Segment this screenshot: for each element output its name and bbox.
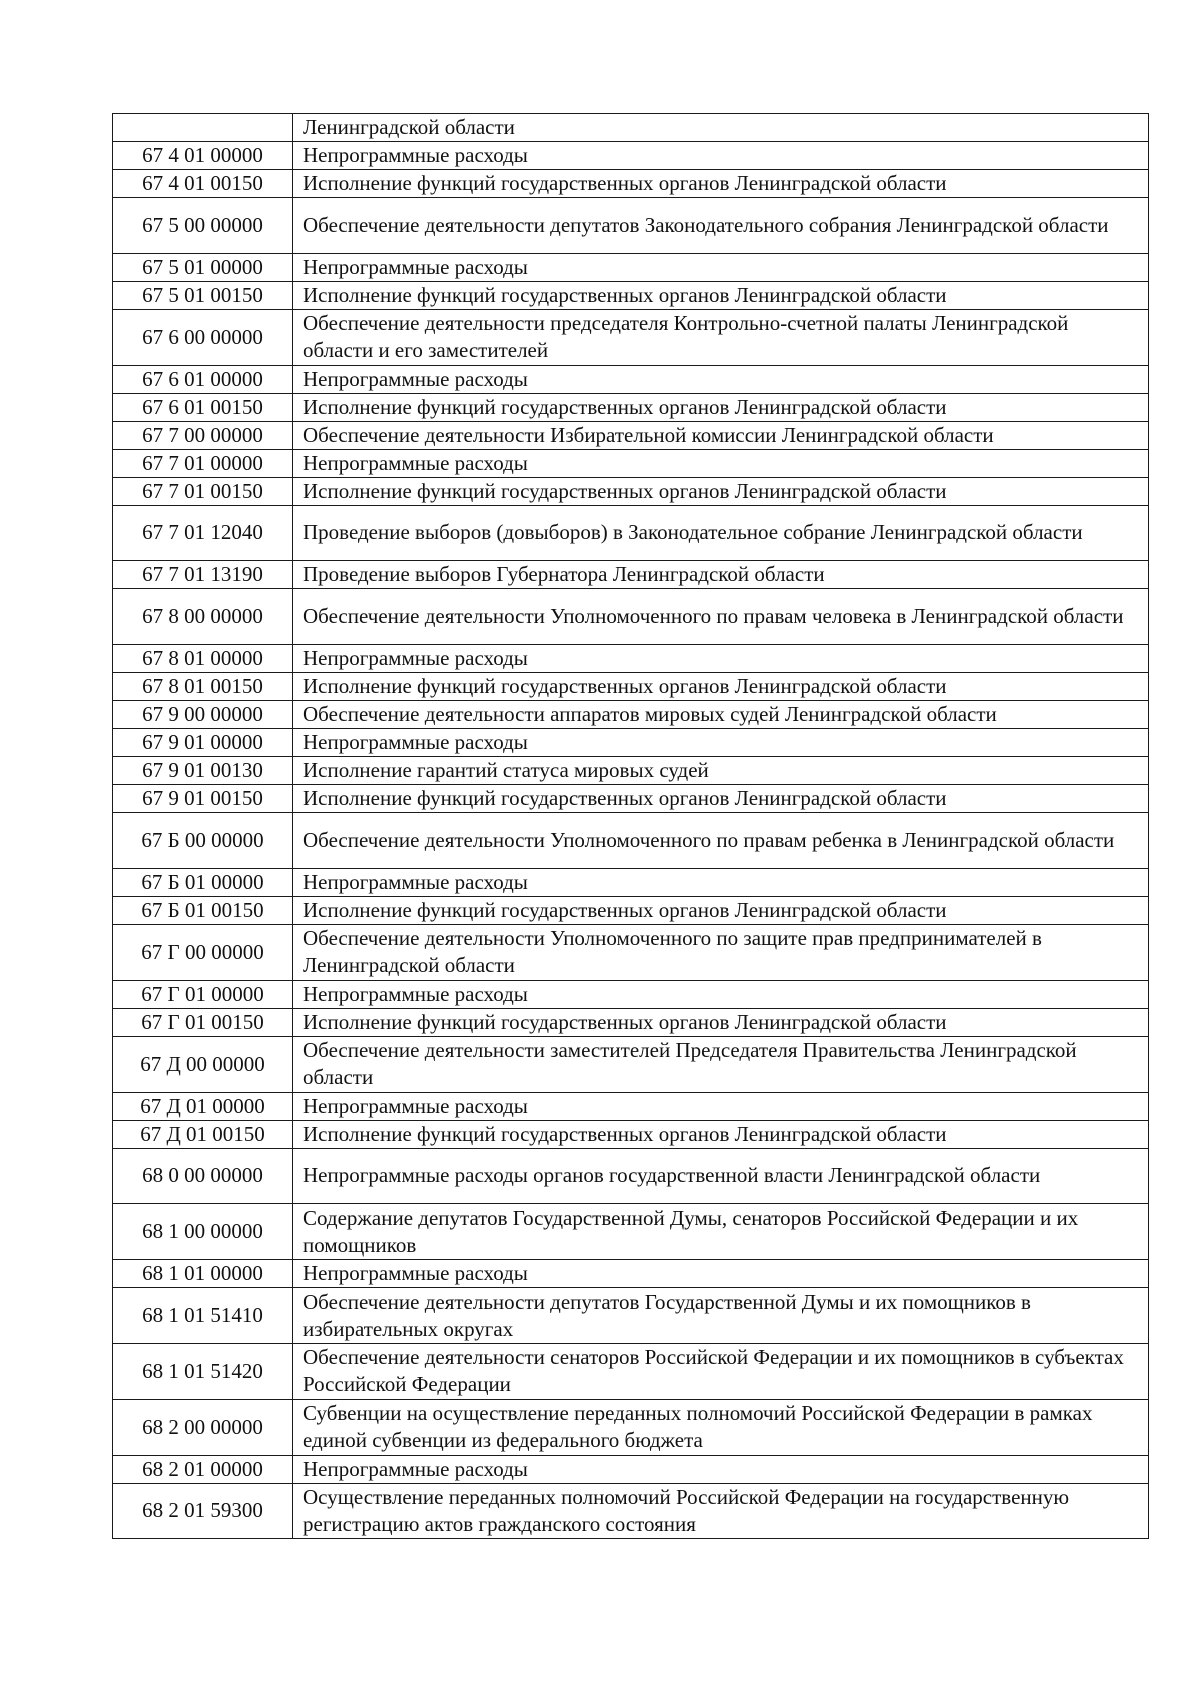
row-name-cell: Непрограммные расходы	[293, 449, 1149, 477]
row-code-cell: 68 0 00 00000	[113, 1148, 293, 1204]
row-code-cell: 67 7 00 00000	[113, 421, 293, 449]
table-row	[113, 1399, 1149, 1455]
row-name-cell: Обеспечение деятельности аппаратов мировых судей Ленинградской области	[293, 701, 1149, 729]
table-row	[113, 281, 1149, 309]
row-name-cell: Субвенции на осуществление переданных полномочий Российской Федерации в рамках единой субвенции из федерального бюджета	[293, 1399, 1149, 1455]
row-code-cell: 68 1 01 51410	[113, 1288, 293, 1344]
row-code-cell: 67 Д 01 00150	[113, 1120, 293, 1148]
row-code-cell: 67 5 01 00000	[113, 253, 293, 281]
table-row	[113, 198, 1149, 254]
table-row	[113, 421, 1149, 449]
row-name-cell: Исполнение функций государственных органов Ленинградской области	[293, 1120, 1149, 1148]
table-row	[113, 1148, 1149, 1204]
row-code-cell: 67 6 00 00000	[113, 309, 293, 365]
table-row	[113, 561, 1149, 589]
row-name-cell: Исполнение функций государственных органов Ленинградской области	[293, 785, 1149, 813]
table-row	[113, 757, 1149, 785]
row-name-cell: Обеспечение деятельности заместителей Председателя Правительства Ленинградской области	[293, 1036, 1149, 1092]
row-name-cell: Непрограммные расходы	[293, 868, 1149, 896]
table-row	[113, 1204, 1149, 1260]
table-row	[113, 1455, 1149, 1483]
row-code-cell: 68 1 01 51420	[113, 1343, 293, 1399]
row-code-cell: 68 2 01 00000	[113, 1455, 293, 1483]
row-code-cell: 67 8 01 00150	[113, 673, 293, 701]
row-code-cell: 67 Д 01 00000	[113, 1092, 293, 1120]
row-code-cell: 67 9 01 00130	[113, 757, 293, 785]
table-row	[113, 449, 1149, 477]
row-code-cell: 67 7 01 12040	[113, 505, 293, 561]
table-row	[113, 1260, 1149, 1288]
table-row	[113, 477, 1149, 505]
row-code-cell: 67 6 01 00150	[113, 393, 293, 421]
row-code-cell: 67 9 01 00150	[113, 785, 293, 813]
row-name-cell: Обеспечение деятельности депутатов Законодательного собрания Ленинградской области	[293, 198, 1149, 254]
table-row	[113, 170, 1149, 198]
table-row	[113, 142, 1149, 170]
row-code-cell: 67 8 00 00000	[113, 589, 293, 645]
row-name-cell: Исполнение гарантий статуса мировых судей	[293, 757, 1149, 785]
row-name-cell: Непрограммные расходы	[293, 253, 1149, 281]
row-code-cell	[113, 114, 293, 142]
table-row	[113, 393, 1149, 421]
row-code-cell: 67 Г 00 00000	[113, 924, 293, 980]
table-row	[113, 589, 1149, 645]
row-name-cell: Обеспечение деятельности председателя Контрольно-счетной палаты Ленинградской области и его заместителей	[293, 309, 1149, 365]
row-name-cell: Непрограммные расходы	[293, 1260, 1149, 1288]
row-name-cell: Исполнение функций государственных органов Ленинградской области	[293, 170, 1149, 198]
row-code-cell: 67 Г 01 00150	[113, 1008, 293, 1036]
row-code-cell: 68 2 01 59300	[113, 1483, 293, 1539]
row-name-cell: Непрограммные расходы	[293, 729, 1149, 757]
table-row	[113, 924, 1149, 980]
row-code-cell: 67 Б 01 00150	[113, 896, 293, 924]
table-row	[113, 980, 1149, 1008]
table-row	[113, 1120, 1149, 1148]
row-name-cell: Содержание депутатов Государственной Думы, сенаторов Российской Федерации и их помощников	[293, 1204, 1149, 1260]
row-name-cell: Непрограммные расходы	[293, 365, 1149, 393]
table-row	[113, 114, 1149, 142]
row-code-cell: 68 2 00 00000	[113, 1399, 293, 1455]
table-row	[113, 1008, 1149, 1036]
row-name-cell: Непрограммные расходы	[293, 1455, 1149, 1483]
row-code-cell: 67 Д 00 00000	[113, 1036, 293, 1092]
row-name-cell: Непрограммные расходы	[293, 645, 1149, 673]
row-name-cell: Ленинградской области	[293, 114, 1149, 142]
row-name-cell: Исполнение функций государственных органов Ленинградской области	[293, 281, 1149, 309]
row-name-cell: Исполнение функций государственных органов Ленинградской области	[293, 1008, 1149, 1036]
row-code-cell: 68 1 01 00000	[113, 1260, 293, 1288]
row-name-cell: Исполнение функций государственных органов Ленинградской области	[293, 896, 1149, 924]
table-row	[113, 1036, 1149, 1092]
row-name-cell: Обеспечение деятельности Избирательной комиссии Ленинградской области	[293, 421, 1149, 449]
row-name-cell: Проведение выборов (довыборов) в Законодательное собрание Ленинградской области	[293, 505, 1149, 561]
row-name-cell: Непрограммные расходы	[293, 980, 1149, 1008]
table-row	[113, 785, 1149, 813]
row-code-cell: 67 7 01 00000	[113, 449, 293, 477]
row-name-cell: Осуществление переданных полномочий Российской Федерации на государственную регистрацию актов гражданского состояния	[293, 1483, 1149, 1539]
row-code-cell: 67 5 00 00000	[113, 198, 293, 254]
row-name-cell: Исполнение функций государственных органов Ленинградской области	[293, 673, 1149, 701]
row-name-cell: Непрограммные расходы органов государственной власти Ленинградской области	[293, 1148, 1149, 1204]
row-code-cell: 67 9 01 00000	[113, 729, 293, 757]
row-code-cell: 68 1 00 00000	[113, 1204, 293, 1260]
table-row	[113, 309, 1149, 365]
row-name-cell: Обеспечение деятельности Уполномоченного по правам ребенка в Ленинградской области	[293, 813, 1149, 869]
table-row	[113, 813, 1149, 869]
table-row	[113, 729, 1149, 757]
row-name-cell: Обеспечение деятельности сенаторов Российской Федерации и их помощников в субъектах Российской Федерации	[293, 1343, 1149, 1399]
table-row	[113, 896, 1149, 924]
row-code-cell: 67 7 01 00150	[113, 477, 293, 505]
table-row	[113, 701, 1149, 729]
row-code-cell: 67 9 00 00000	[113, 701, 293, 729]
table-row	[113, 505, 1149, 561]
table-row	[113, 1343, 1149, 1399]
row-name-cell: Исполнение функций государственных органов Ленинградской области	[293, 393, 1149, 421]
row-name-cell: Проведение выборов Губернатора Ленинградской области	[293, 561, 1149, 589]
row-name-cell: Исполнение функций государственных органов Ленинградской области	[293, 477, 1149, 505]
row-name-cell: Непрограммные расходы	[293, 142, 1149, 170]
row-code-cell: 67 Г 01 00000	[113, 980, 293, 1008]
row-code-cell: 67 Б 00 00000	[113, 813, 293, 869]
budget-classification-table	[112, 113, 1149, 1539]
table-row	[113, 1288, 1149, 1344]
table-row	[113, 253, 1149, 281]
row-name-cell: Обеспечение деятельности Уполномоченного по защите прав предпринимателей в Ленинградской области	[293, 924, 1149, 980]
row-name-cell: Обеспечение деятельности депутатов Государственной Думы и их помощников в избирательных округах	[293, 1288, 1149, 1344]
row-code-cell: 67 6 01 00000	[113, 365, 293, 393]
row-code-cell: 67 Б 01 00000	[113, 868, 293, 896]
table-row	[113, 673, 1149, 701]
table-row	[113, 645, 1149, 673]
row-code-cell: 67 8 01 00000	[113, 645, 293, 673]
row-code-cell: 67 7 01 13190	[113, 561, 293, 589]
row-name-cell: Непрограммные расходы	[293, 1092, 1149, 1120]
table-row	[113, 365, 1149, 393]
table-row	[113, 1092, 1149, 1120]
table-body	[113, 114, 1149, 1539]
row-name-cell: Обеспечение деятельности Уполномоченного по правам человека в Ленинградской области	[293, 589, 1149, 645]
table-row	[113, 1483, 1149, 1539]
row-code-cell: 67 4 01 00150	[113, 170, 293, 198]
table-row	[113, 868, 1149, 896]
row-code-cell: 67 5 01 00150	[113, 281, 293, 309]
row-code-cell: 67 4 01 00000	[113, 142, 293, 170]
